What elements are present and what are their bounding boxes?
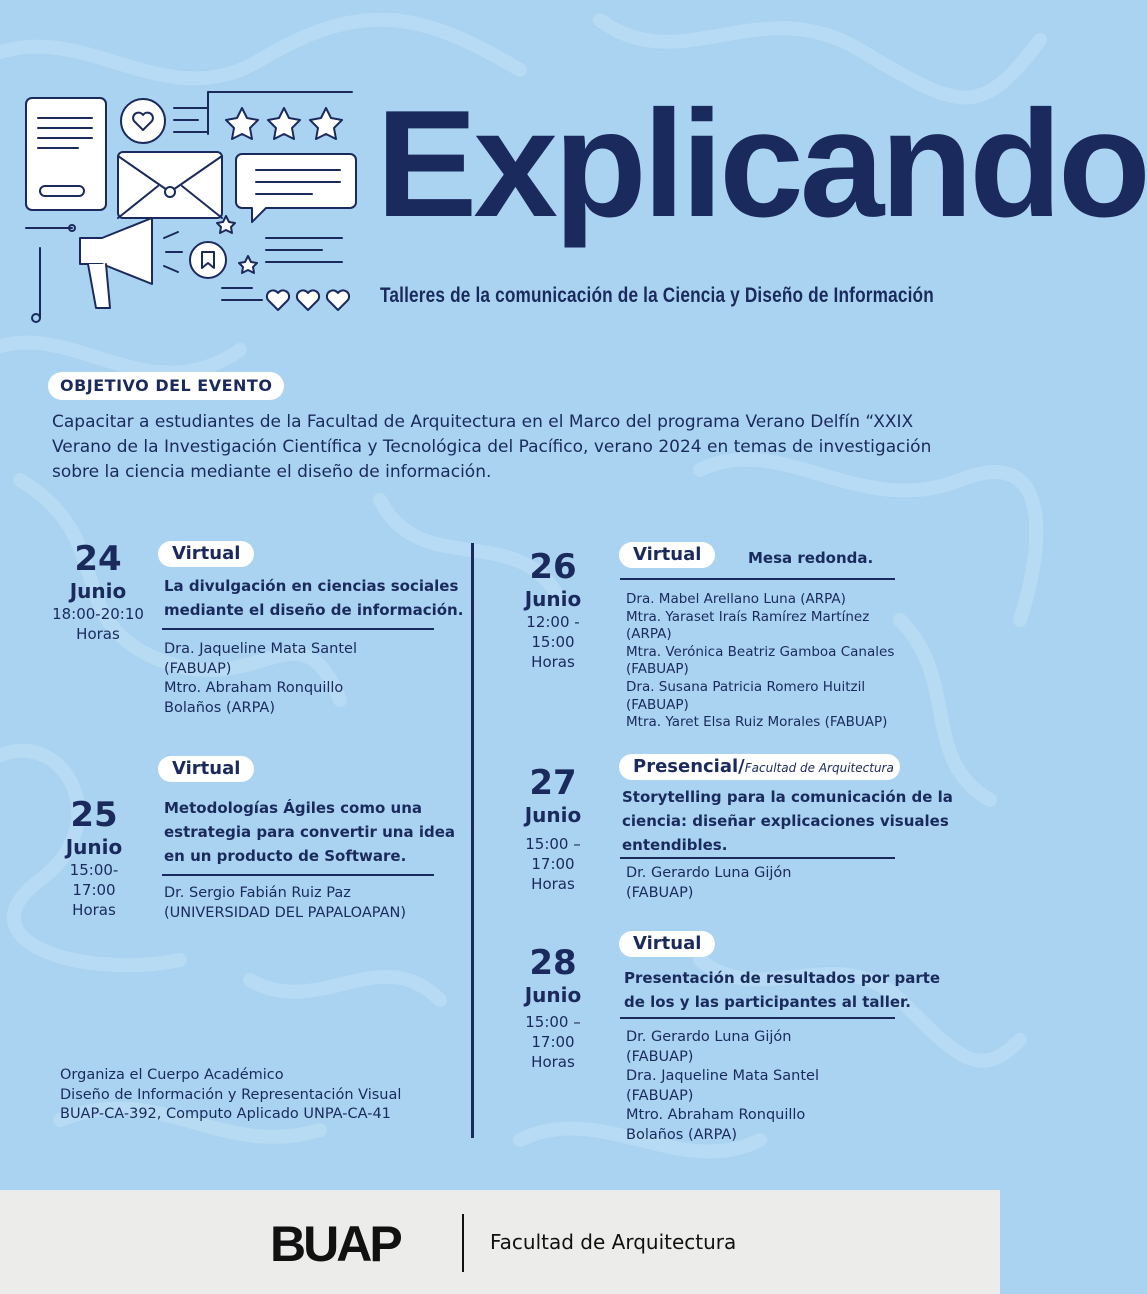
hearts-icon (267, 290, 349, 310)
speaker-line: (UNIVERSIDAD DEL PAPALOAPAN) (164, 904, 406, 921)
mode-badge (619, 754, 900, 780)
stars-icon (226, 108, 342, 139)
divider-rule (162, 628, 434, 630)
talk-title (164, 574, 463, 622)
day-number: 27 (529, 763, 577, 803)
time-range: 12:00 - 15:00 (526, 613, 580, 651)
title-line: Storytelling para la comunicación de la (622, 788, 953, 806)
date-27 (505, 764, 601, 894)
speaker-line: Bolaños (ARPA) (164, 699, 276, 716)
speakers (164, 884, 406, 923)
organizer-note (60, 1066, 401, 1125)
speaker-line: Mtra. Verónica Beatriz Gamboa Canales (626, 643, 895, 660)
speaker-line: (FABUAP) (626, 696, 689, 713)
speaker-line: Mtra. Yaraset Iraís Ramírez Martínez (626, 608, 870, 625)
bookmark-icon (190, 242, 226, 278)
speakers (164, 640, 357, 718)
speakers (626, 864, 791, 903)
title-line: ciencia: diseñar explicaciones visuales (622, 812, 949, 830)
month: Junio (524, 587, 582, 611)
date-24 (50, 540, 146, 644)
speakers (626, 1028, 819, 1145)
speaker-line: Dra. Jaqueline Mata Santel (626, 1068, 819, 1084)
title-line: mediante el diseño de información. (164, 601, 464, 619)
title-line: estrategia para convertir una idea (164, 823, 455, 841)
speaker-line: (FABUAP) (626, 1048, 694, 1065)
talk-title (622, 785, 953, 857)
megaphone-icon (26, 218, 182, 318)
title-line: entendibles. (622, 836, 728, 854)
organizer-line: Organiza el Cuerpo Académico (60, 1067, 284, 1083)
speaker-line: Dra. Susana Patricia Romero Huitzil (626, 678, 866, 695)
time-range: 15:00 – 17:00 (525, 1013, 581, 1051)
speaker-line: Dr. Gerardo Luna Gijón (626, 1029, 792, 1045)
mode-badge: Virtual (158, 756, 254, 782)
chat-bubble-icon (236, 154, 356, 222)
envelope-icon (118, 152, 222, 218)
objective-label: OBJETIVO DEL EVENTO (48, 372, 284, 400)
title-line: de los y las participantes al taller. (624, 993, 911, 1011)
month: Junio (65, 835, 123, 859)
speaker-line: (FABUAP) (164, 660, 232, 677)
time-range: 15:00- 17:00 (69, 861, 119, 899)
speaker-line: Dra. Mabel Arellano Luna (ARPA) (626, 591, 846, 607)
title-line: Presentación de resultados por parte (624, 969, 941, 987)
time-range: 15:00 – 17:00 (525, 835, 581, 873)
footer-separator (462, 1214, 464, 1272)
hours-label: Horas (531, 653, 575, 671)
organizer-line: Diseño de Información y Representación Visual (60, 1086, 402, 1103)
talk-subtitle: Mesa redonda. (748, 549, 874, 567)
hours-label: Horas (531, 1053, 575, 1071)
hours-label: Horas (531, 875, 575, 893)
organizer-line: BUAP-CA-392, Computo Aplicado UNPA-CA-41 (60, 1106, 391, 1122)
title-line: La divulgación en ciencias sociales (164, 577, 459, 595)
day-number: 25 (70, 795, 118, 835)
speaker-line: (ARPA) (626, 626, 672, 643)
divider-rule (162, 874, 434, 876)
title-line: Metodologías Ágiles como una (164, 799, 423, 817)
speaker-line: Bolaños (ARPA) (626, 1126, 738, 1143)
header-illustration (22, 88, 362, 328)
footer-faculty: Facultad de Arquitectura (490, 1230, 737, 1254)
date-25 (46, 796, 142, 920)
mode-badge: Virtual (158, 541, 254, 567)
month: Junio (69, 579, 127, 603)
divider-rule (620, 857, 895, 859)
event-title: Explicando (376, 79, 1147, 249)
column-divider (471, 543, 474, 1138)
speaker-line: (FABUAP) (626, 1087, 694, 1104)
mode-label: Presencial/ (633, 756, 745, 777)
day-number: 24 (74, 539, 122, 579)
speaker-line: (FABUAP) (626, 884, 694, 901)
speaker-line: Dra. Jaqueline Mata Santel (164, 641, 357, 657)
hours-label: Horas (76, 625, 120, 643)
date-28 (505, 944, 601, 1072)
speaker-line: Dr. Sergio Fabián Ruiz Paz (164, 885, 351, 901)
mode-place: Facultad de Arquitectura (744, 761, 894, 775)
day-number: 26 (529, 547, 577, 587)
time-range: 18:00-20:10 (52, 605, 144, 623)
document-icon (26, 98, 106, 210)
speaker-line: Dr. Gerardo Luna Gijón (626, 865, 792, 881)
day-number: 28 (529, 943, 577, 983)
month: Junio (524, 803, 582, 827)
objective-text: Capacitar a estudiantes de la Facultad de Arquitectura en el Marco del programa Verano Delfín “XXIX Verano de la Investigación Científica y Tecnológica del Pacífico, verano 2024 en temas de investigación sobre la ciencia mediante el diseño de información. (52, 412, 932, 482)
month: Junio (524, 983, 582, 1007)
talk-title (624, 966, 940, 1014)
buap-logo: BUAP (270, 1216, 400, 1272)
mode-badge: Virtual (619, 542, 715, 568)
speaker-line: Mtro. Abraham Ronquillo (164, 680, 344, 696)
date-26 (505, 548, 601, 672)
mode-badge: Virtual (619, 931, 715, 957)
divider-rule (620, 1017, 895, 1019)
speaker-line: (FABUAP) (626, 661, 689, 678)
speaker-line: Mtra. Yaret Elsa Ruiz Morales (FABUAP) (626, 714, 888, 731)
speakers (626, 591, 894, 732)
event-subtitle: Talleres de la comunicación de la Ciencia y Diseño de Información (380, 284, 934, 307)
divider-rule (620, 578, 895, 580)
speaker-line: Mtro. Abraham Ronquillo (626, 1107, 806, 1123)
title-line: en un producto de Software. (164, 847, 407, 865)
talk-title (164, 796, 455, 868)
heart-bubble-icon (121, 99, 208, 143)
hours-label: Horas (72, 901, 116, 919)
